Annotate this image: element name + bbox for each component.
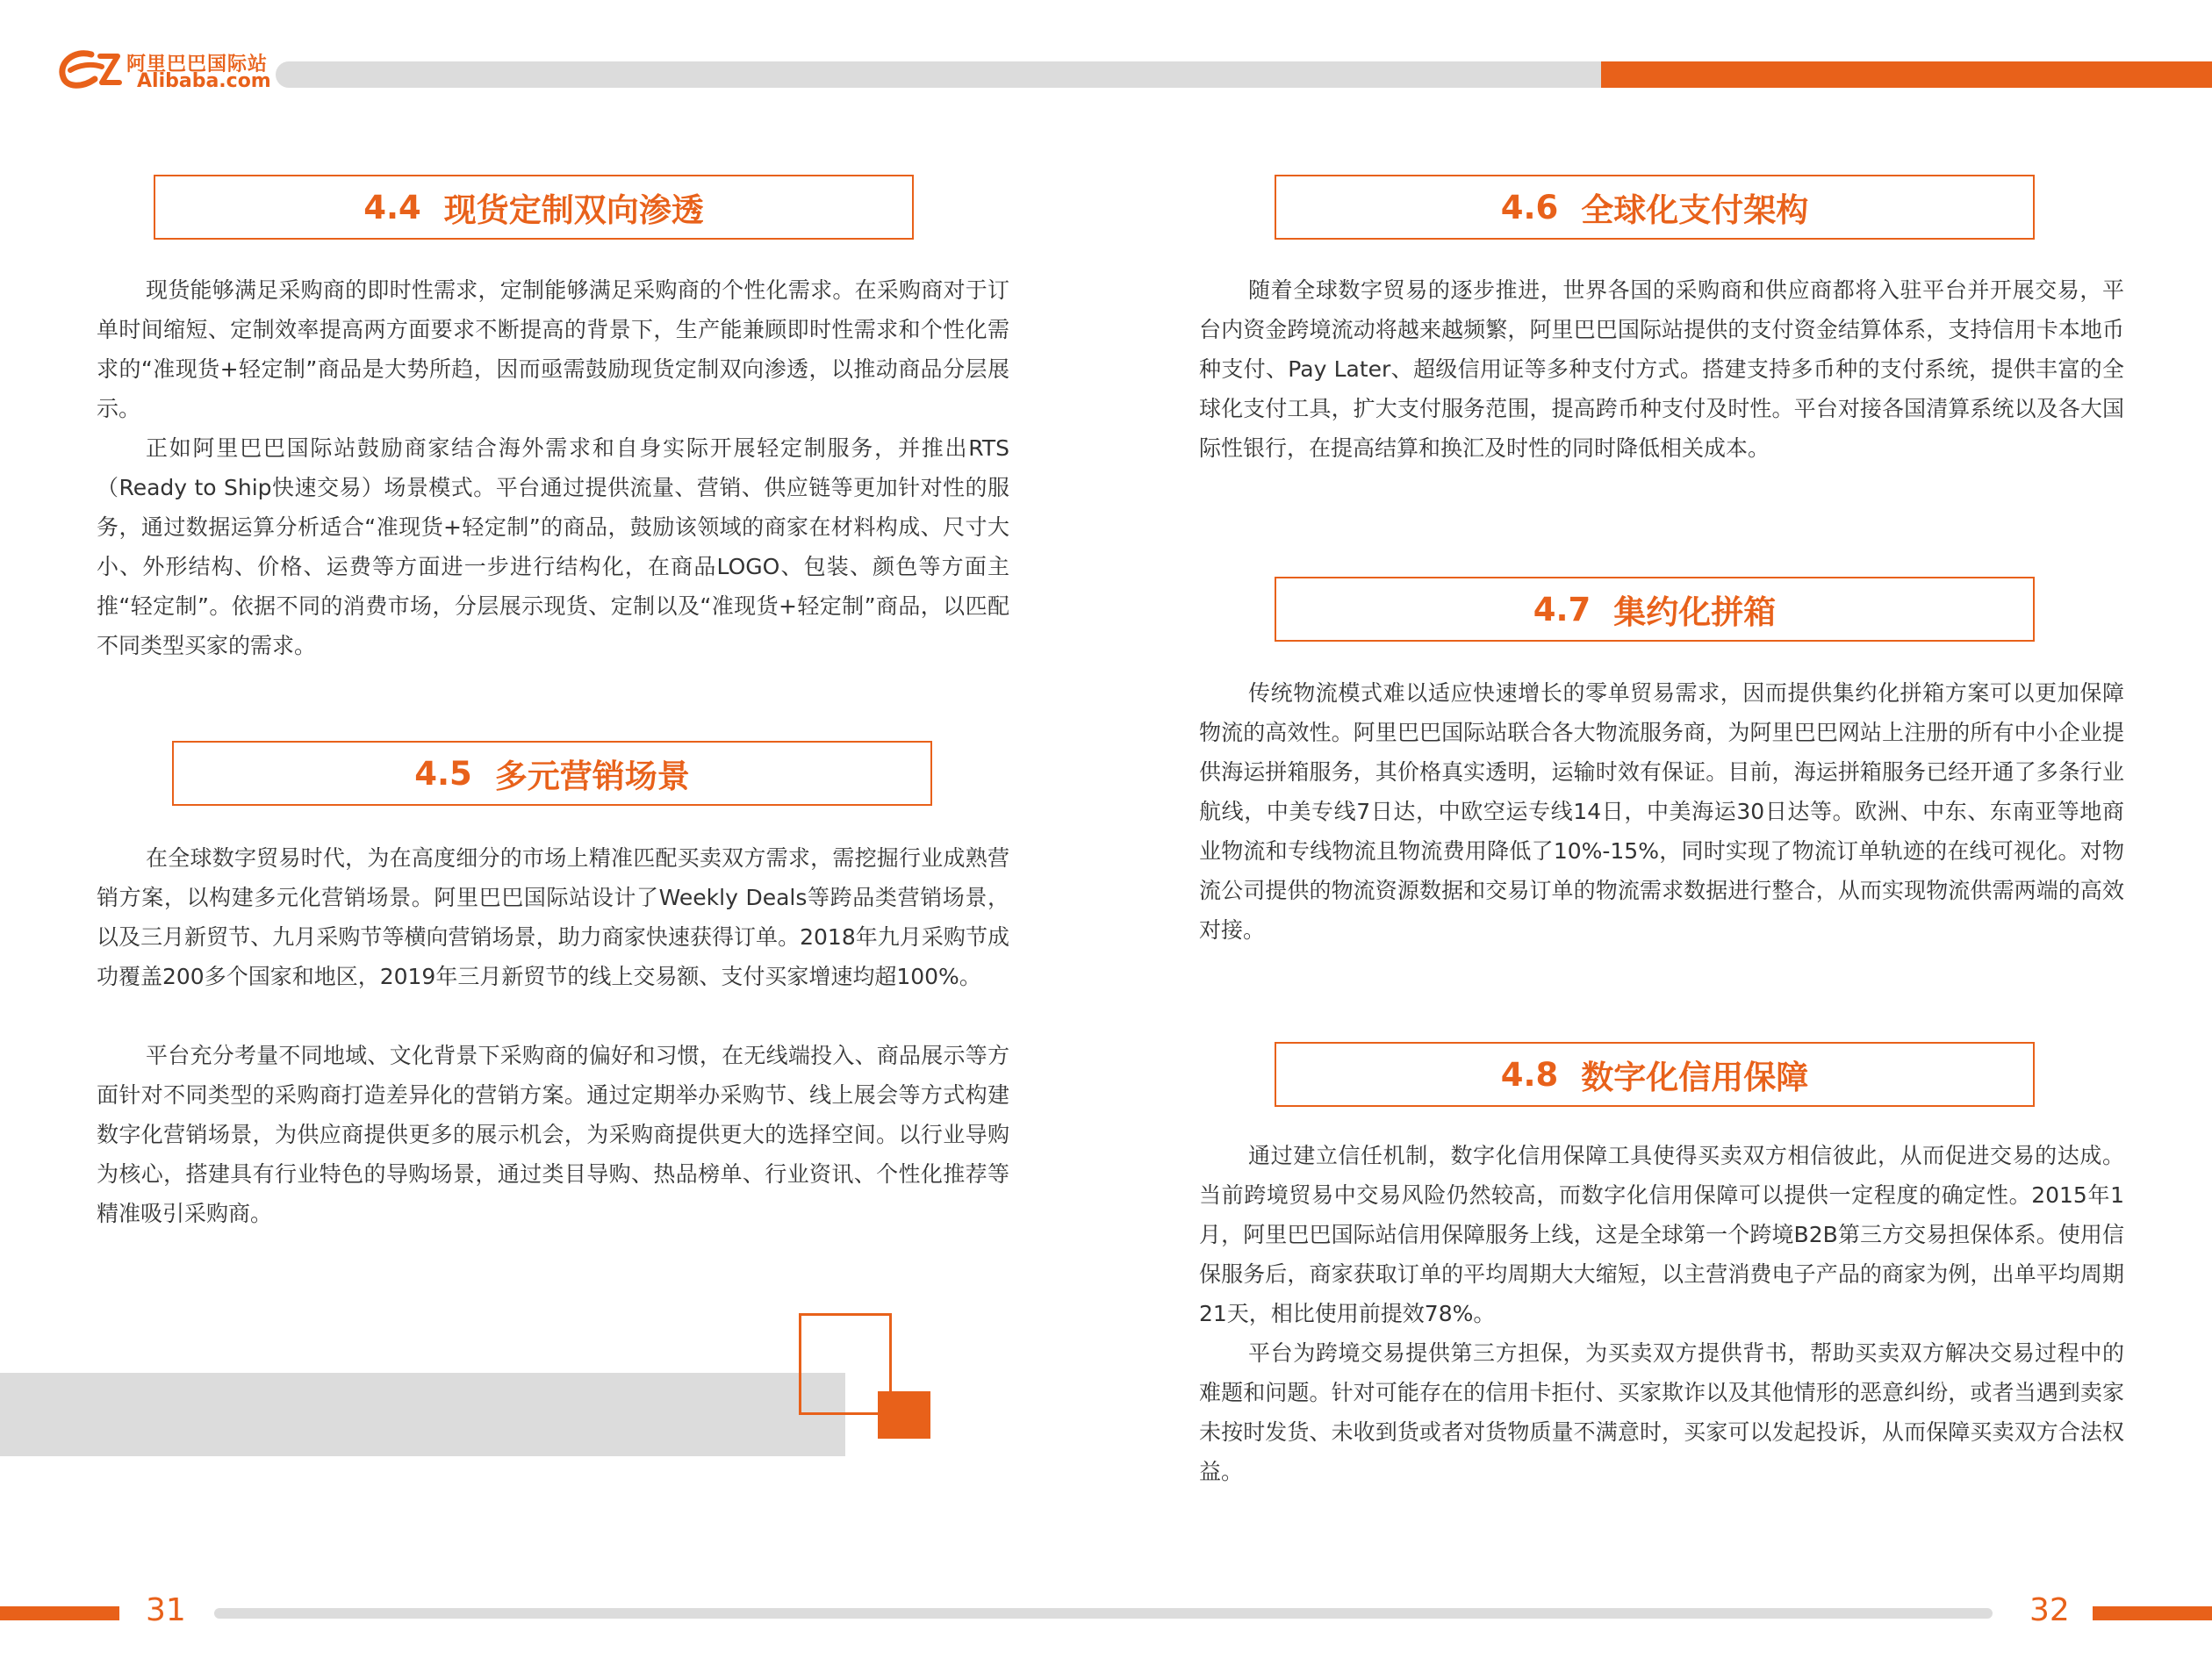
footer-bar-orange-right bbox=[2093, 1606, 2212, 1620]
section-4-8-paragraph-2: 平台为跨境交易提供第三方担保，为买卖双方提供背书，帮助买卖双方解决交易过程中的难题和问题。针对可能存在的信用卡拒付、买家欺诈以及其他情形的恶意纠纷，或者当遇到卖家未按时发货、未收到货或者对货物质量不满意时，买家可以发起投诉，从而保障买卖双方合法权益。 bbox=[1199, 1340, 2124, 1484]
section-title: 集约化拼箱 bbox=[1613, 593, 1777, 631]
section-4-8-title bbox=[1275, 1042, 2035, 1107]
section-number: 4.6 bbox=[1500, 188, 1559, 226]
alibaba-logo-icon bbox=[56, 47, 123, 93]
logo-text-en: Alibaba.com bbox=[137, 70, 271, 92]
logo-text-cn: 阿里巴巴国际站 bbox=[126, 54, 269, 75]
section-number: 4.7 bbox=[1533, 590, 1591, 628]
section-number: 4.8 bbox=[1500, 1055, 1559, 1094]
section-4-4-paragraph-2: 正如阿里巴巴国际站鼓励商家结合海外需求和自身实际开展轻定制服务，并推出RTS （Ready to Ship快速交易）场景模式。平台通过提供流量、营销、供应链等更加针对性的服务，通过数据运算分析适合“准现货+轻定制”的商品，鼓励该领域的商家在材料构成、尺寸大小、外形结构、价格、运费等方面进一步进行结构化，在商品LOGO、包装、颜色等方面主推“轻定制”。依据不同的消费市场，分层展示现货、定制以及“准现货+轻定制”商品，以匹配不同类型买家的需求。 bbox=[97, 435, 1009, 658]
section-4-7-paragraph-1: 传统物流模式难以适应快速增长的零单贸易需求，因而提供集约化拼箱方案可以更加保障物流的高效性。阿里巴巴国际站联合各大物流服务商，为阿里巴巴网站上注册的所有中小企业提供海运拼箱服务，其价格真实透明，运输时效有保证。目前，海运拼箱服务已经开通了多条行业航线，中美专线7日达，中欧空运专线14日，中美海运30日达等。欧洲、中东、东南亚等地商业物流和专线物流且物流费用降低了10%-15%，同时实现了物流订单轨迹的在线可视化。对物流公司提供的物流资源数据和交易订单的物流需求数据进行整合，从而实现物流供需两端的高效对接。 bbox=[1199, 680, 2124, 943]
header-bar-gray bbox=[276, 61, 1601, 88]
decorative-gray-band bbox=[0, 1373, 845, 1456]
section-number: 4.5 bbox=[414, 754, 472, 793]
section-4-4-paragraph-1: 现货能够满足采购商的即时性需求，定制能够满足采购商的个性化需求。在采购商对于订单时间缩短、定制效率提高两方面要求不断提高的背景下，生产能兼顾即时性需求和个性化需求的“准现货+轻定制”商品是大势所趋，因而亟需鼓励现货定制双向渗透，以推动商品分层展示。 bbox=[97, 277, 1009, 421]
footer-bar-orange-left bbox=[0, 1606, 119, 1620]
decorative-orange-square bbox=[878, 1391, 930, 1439]
section-4-6-title bbox=[1275, 175, 2035, 240]
alibaba-logo bbox=[56, 44, 284, 97]
section-title: 数字化信用保障 bbox=[1581, 1059, 1809, 1096]
section-4-6-paragraph-1: 随着全球数字贸易的逐步推进，世界各国的采购商和供应商都将入驻平台并开展交易，平台内资金跨境流动将越来越频繁，阿里巴巴国际站提供的支付资金结算体系，支持信用卡本地币种支付、Pay Later、超级信用证等多种支付方式。搭建支持多币种的支付系统，提供丰富的全球化支付工具，扩大支付服务范围，提高跨币种支付及时性。平台对接各国清算系统以及各大国际性银行，在提高结算和换汇及时性的同时降低相关成本。 bbox=[1199, 277, 2124, 461]
page-number-left: 31 bbox=[146, 1592, 186, 1628]
section-4-5-paragraph-1: 在全球数字贸易时代，为在高度细分的市场上精准匹配买卖双方需求，需挖掘行业成熟营销方案，以构建多元化营销场景。阿里巴巴国际站设计了Weekly Deals等跨品类营销场景，以及三月新贸节、九月采购节等横向营销场景，助力商家快速获得订单。2018年九月采购节成功覆盖200多个国家和地区，2019年三月新贸节的线上交易额、支付买家增速均超100%。 bbox=[97, 845, 1009, 989]
footer-bar-gray bbox=[214, 1608, 1993, 1619]
section-number: 4.4 bbox=[363, 188, 421, 226]
header-bar-orange bbox=[1601, 61, 2212, 88]
section-4-8-paragraph-1: 通过建立信任机制，数字化信用保障工具使得买卖双方相信彼此，从而促进交易的达成。当前跨境贸易中交易风险仍然较高，而数字化信用保障可以提供一定程度的确定性。2015年1月，阿里巴巴国际站信用保障服务上线，这是全球第一个跨境B2B第三方交易担保体系。使用信保服务后，商家获取订单的平均周期大大缩短，以主营消费电子产品的商家为例，出单平均周期21天，相比使用前提效78%。 bbox=[1199, 1143, 2124, 1326]
section-title: 现货定制双向渗透 bbox=[443, 191, 704, 229]
section-title: 多元营销场景 bbox=[494, 758, 690, 795]
section-4-5-title bbox=[172, 741, 932, 806]
page-number-right: 32 bbox=[2029, 1592, 2070, 1628]
section-4-4-title bbox=[154, 175, 914, 240]
section-4-7-title bbox=[1275, 577, 2035, 642]
section-title: 全球化支付架构 bbox=[1581, 191, 1809, 229]
section-4-5-paragraph-2: 平台充分考量不同地域、文化背景下采购商的偏好和习惯，在无线端投入、商品展示等方面针对不同类型的采购商打造差异化的营销方案。通过定期举办采购节、线上展会等方式构建数字化营销场景，为供应商提供更多的展示机会，为采购商提供更大的选择空间。以行业导购为核心，搭建具有行业特色的导购场景，通过类目导购、热品榜单、行业资讯、个性化推荐等精准吸引采购商。 bbox=[97, 1043, 1009, 1226]
